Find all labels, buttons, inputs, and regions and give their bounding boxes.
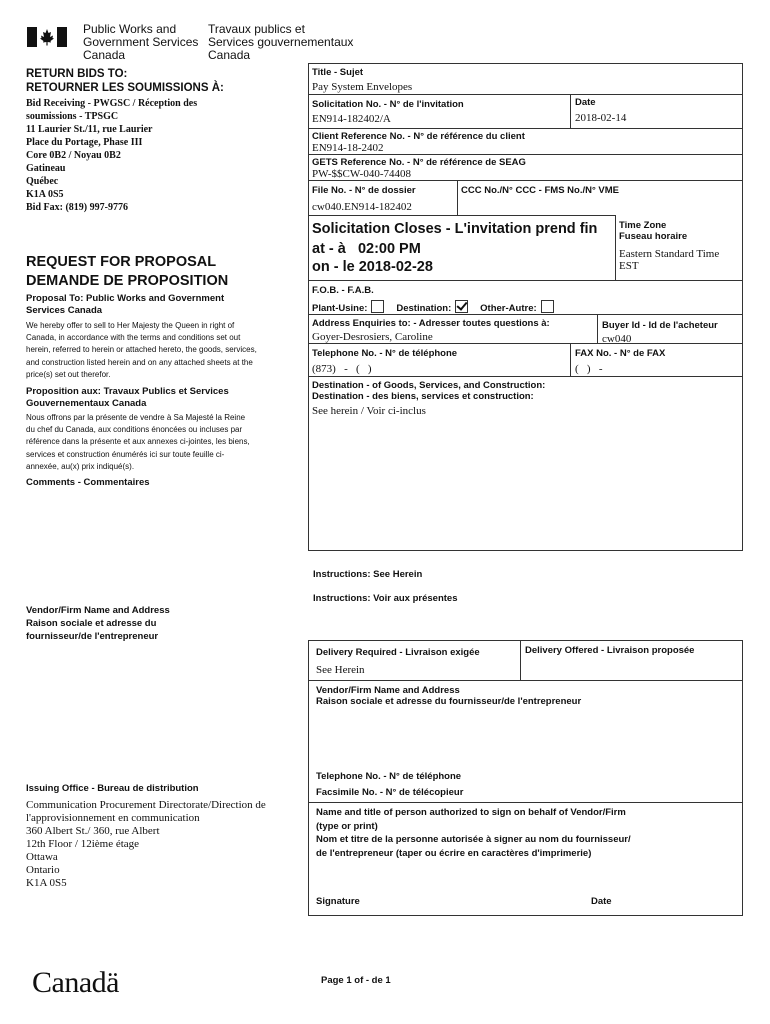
- dept-en-line3: Canada: [83, 48, 126, 62]
- buyer-id-value: cw040: [602, 333, 632, 345]
- vendor-label-en: Vendor/Firm Name and Address: [316, 685, 460, 696]
- gets-reference-label: GETS Reference No. - N° de référence de SEAG: [312, 157, 526, 168]
- time-zone-value: [619, 248, 719, 272]
- delivery-required-label: Delivery Required - Livraison exigée: [316, 647, 480, 658]
- fax-label: FAX No. - N° de FAX: [575, 348, 666, 359]
- fob-options: [312, 300, 558, 314]
- file-no-value: cw040.EN914-182402: [312, 201, 412, 213]
- vendor-name-address-label: [316, 685, 581, 707]
- file-no-label: File No. - N° de dossier: [312, 185, 416, 196]
- solicitation-closes-title: Solicitation Closes - L'invitation prend fin: [312, 221, 598, 237]
- comments-label: Comments - Commentaires: [26, 477, 150, 488]
- dept-fr-line3: Canada: [208, 48, 251, 62]
- return-bids-title: [26, 67, 224, 95]
- proposal-text-en: We hereby offer to sell to Her Majesty the Queen in right of Canada, in accordance with the terms and conditions set out herein, referred to herein or attached hereto, the goods, services, and construction listed herein and on any attached sheets at the price(s) set out therefor.: [26, 321, 257, 379]
- fob-label: F.O.B. - F.A.B.: [312, 285, 374, 296]
- delivery-offered-label: Delivery Offered - Livraison proposée: [525, 645, 695, 656]
- ccc-no-label: CCC No./N° CCC - FMS No./N° VME: [461, 185, 620, 196]
- tz-label-en: Time Zone: [619, 220, 667, 231]
- gets-reference-value: PW-$$CW-040-74408: [312, 168, 411, 180]
- fax-value: ( ) -: [575, 363, 603, 375]
- department-name-en: [83, 23, 198, 62]
- proposal-text-fr: Nous offrons par la présente de vendre à Sa Majesté la Reine du chef du Canada, aux conditions énoncées ou incluses par référence dans la présente et aux annexes ci-jointes, les biens, services et construction énumérés ici sur toute feuille ci-annexée, au(x) prix indiqué(s).: [26, 413, 250, 471]
- delivery-required-value: See Herein: [316, 664, 365, 676]
- vendor-label-fr: Raison sociale et adresse du fournisseur/de l'entrepreneur: [316, 696, 582, 707]
- authorized-person-label: Name and title of person authorized to sign on behalf of Vendor/Firm (type or print) Nom et titre de la personne autorisée à signer au nom du fournisseur/ de l'entrepreneur (taper ou écrire en caractères d'imprimerie): [316, 807, 631, 859]
- date-value: 2018-02-14: [575, 112, 627, 124]
- signature-label: Signature: [316, 896, 360, 907]
- plant-checkbox[interactable]: [371, 300, 384, 313]
- closing-time: [312, 240, 421, 258]
- issuing-office-address: Communication Procurement Directorate/Direction de l'approvisionnement en communication 360 Albert St./ 360, rue Albert 12th Floor / 12ième étage Ottawa Ontario K1A 0S5: [26, 799, 266, 889]
- client-reference-value: EN914-18-2402: [312, 142, 384, 154]
- page-number: Page 1 of - de 1: [321, 975, 391, 986]
- destination-goods-value: See herein / Voir ci-inclus: [312, 405, 426, 417]
- canada-wordmark: Canadä: [32, 966, 119, 999]
- request-title-fr: DEMANDE DE PROPOSITION: [26, 273, 229, 289]
- tz-value-abbr: EST: [619, 260, 639, 272]
- other-label: Other-Autre:: [480, 303, 537, 314]
- destination-goods-label: [312, 380, 545, 402]
- telephone-label: Telephone No. - N° de téléphone: [312, 348, 458, 359]
- dept-fr-line1: Travaux publics et: [208, 22, 305, 36]
- solicitation-no-value: EN914-182402/A: [312, 113, 391, 125]
- vendor-telephone-label: Telephone No. - N° de téléphone: [316, 771, 462, 782]
- proposition-aux: Proposition aux: Travaux Publics et Services Gouvernementaux Canada: [26, 386, 229, 409]
- tz-label-fr: Fuseau horaire: [619, 231, 688, 242]
- closing-time-value: 02:00 PM: [357, 241, 421, 257]
- closing-date-value: 2018-02-28: [358, 259, 433, 275]
- solicitation-no-label: Solicitation No. - N° de l'invitation: [312, 99, 464, 110]
- tz-value-name: Eastern Standard Time: [619, 248, 720, 260]
- vendor-left-title: Vendor/Firm Name and Address Raison sociale et adresse du fournisseur/de l'entrepreneur: [26, 605, 170, 642]
- destination-goods-en: Destination - of Goods, Services, and Construction:: [312, 380, 546, 391]
- instructions-en: Instructions: See Herein: [313, 569, 423, 580]
- buyer-id-label: Buyer Id - Id de l'acheteur: [602, 320, 718, 331]
- telephone-value: (873) - ( ): [312, 363, 372, 375]
- dept-en-line1: Public Works and: [83, 22, 177, 36]
- at-label: at - à: [312, 241, 346, 257]
- time-zone-label: [619, 220, 687, 242]
- dept-en-line2: Government Services: [83, 35, 199, 49]
- request-title: [26, 253, 228, 291]
- other-checkbox[interactable]: [541, 300, 554, 313]
- department-name-fr: [208, 23, 353, 62]
- address-enquiries-label: Address Enquiries to: - Adresser toutes questions à:: [312, 318, 550, 329]
- title-value: Pay System Envelopes: [312, 81, 413, 93]
- destination-checkbox[interactable]: [455, 300, 468, 313]
- dept-fr-line2: Services gouvernementaux: [208, 35, 354, 49]
- proposal-to: Proposal To: Public Works and Government Services Canada: [26, 293, 225, 316]
- address-enquiries-value: Goyer-Desrosiers, Caroline: [312, 331, 433, 343]
- return-bids-address: Bid Receiving - PWGSC / Réception des soumissions - TPSGC 11 Laurier St./11, rue Laurier Place du Portage, Phase III Core 0B2 / Noyau 0B2 Gatineau Québec K1A 0S5 Bid Fax: (819) 997-9776: [26, 98, 198, 213]
- destination-label: Destination:: [396, 303, 452, 314]
- on-label: on - le: [312, 259, 355, 275]
- signature-date-label: Date: [591, 896, 612, 907]
- vendor-facsimile-label: Facsimile No. - N° de télécopieur: [316, 787, 464, 798]
- return-bids-fr: RETOURNER LES SOUMISSIONS À:: [26, 82, 224, 94]
- date-label: Date: [575, 97, 596, 108]
- instructions-fr: Instructions: Voir aux présentes: [313, 593, 458, 604]
- client-reference-label: Client Reference No. - N° de référence du client: [312, 131, 525, 142]
- title-label: Title - Sujet: [312, 67, 364, 78]
- vendor-name-address-field[interactable]: [312, 712, 737, 767]
- government-flag-icon: [27, 27, 67, 47]
- destination-goods-fr: Destination - des biens, services et construction:: [312, 391, 534, 402]
- issuing-office-title: Issuing Office - Bureau de distribution: [26, 783, 199, 794]
- request-title-en: REQUEST FOR PROPOSAL: [26, 254, 217, 270]
- return-bids-en: RETURN BIDS TO:: [26, 68, 128, 80]
- closing-date: [312, 258, 433, 276]
- plant-label: Plant-Usine:: [312, 303, 368, 314]
